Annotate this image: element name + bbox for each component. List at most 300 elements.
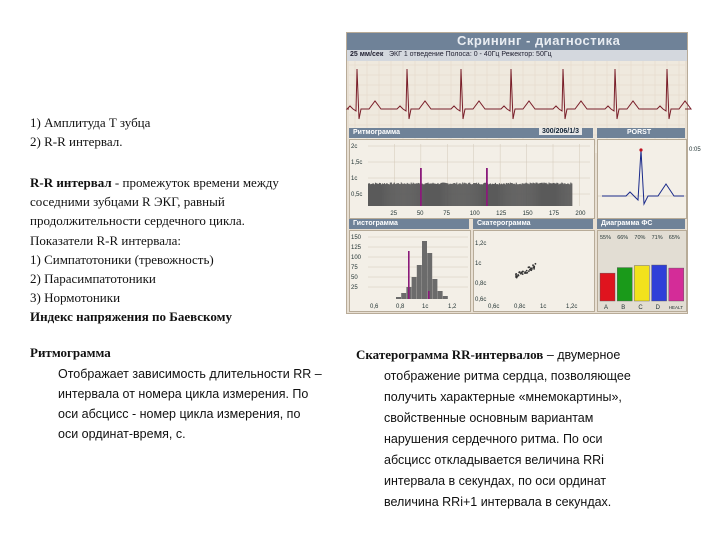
- rhythm-bar: [450, 184, 451, 206]
- rr-type-1: 1) Симпатотоники (тревожность): [30, 252, 214, 267]
- rhythm-bar: [387, 183, 388, 206]
- rhythm-bar: [385, 184, 386, 206]
- rhythm-bar: [407, 183, 408, 206]
- scattergram-desc-7: величина RRi+1 интервала в секундах.: [384, 495, 612, 509]
- rhythm-x-tick: 175: [549, 211, 560, 217]
- app-titlebar: [347, 33, 687, 50]
- scatter-point: [522, 273, 524, 275]
- scatter-y-tick: 0,8с: [475, 281, 487, 287]
- rhythm-bar: [438, 184, 439, 206]
- rhythm-bar: [482, 184, 483, 206]
- rhythm-bar: [541, 183, 542, 206]
- porst-header: [597, 128, 685, 138]
- hist-marker: [428, 291, 430, 299]
- rhythm-bar: [555, 184, 556, 206]
- hist-x-tick: 0,8: [396, 304, 405, 310]
- rhythm-bar: [443, 183, 444, 206]
- rhythm-bar: [479, 184, 480, 206]
- hist-x-tick: 1с: [422, 304, 429, 310]
- scatter-point: [517, 274, 519, 276]
- rhythm-bar: [539, 183, 540, 206]
- rhythm-bar: [515, 184, 516, 206]
- rhythm-bar: [388, 184, 389, 206]
- hist-bar: [412, 277, 417, 299]
- rhythm-bar: [440, 183, 441, 206]
- rhythm-bar: [524, 184, 525, 206]
- rhythm-bar: [551, 184, 552, 206]
- scatter-point: [531, 268, 533, 270]
- fs-bar: [669, 268, 684, 301]
- rr-definition-line2: соседними зубцами R ЭКГ, равный: [30, 194, 225, 209]
- rhythm-bar: [548, 183, 549, 206]
- rhythm-bar: [393, 184, 394, 206]
- rhythm-bar: [534, 183, 535, 206]
- rhythmogram-desc-4: оси ординат-время, с.: [58, 427, 186, 441]
- rhythm-bar: [453, 183, 454, 206]
- hist-y-tick: 125: [351, 245, 362, 251]
- rhythm-bar: [376, 183, 377, 206]
- rhythm-bar: [558, 184, 559, 206]
- rhythm-bar: [484, 183, 485, 206]
- rhythm-bar: [382, 183, 383, 206]
- rhythm-x-tick: 25: [390, 211, 398, 217]
- rhythm-bar: [461, 184, 462, 206]
- rhythm-bar: [386, 183, 387, 206]
- rhythm-bar: [537, 183, 538, 206]
- diagram-fs-header: [597, 219, 685, 229]
- scatter-point: [529, 269, 531, 271]
- rhythm-bar: [405, 184, 406, 206]
- rhythm-bar: [518, 184, 519, 206]
- rhythm-bar: [516, 183, 517, 206]
- scatter-point: [526, 270, 528, 272]
- rhythmogram-label: Ритмограмма: [353, 129, 401, 136]
- rhythm-bar: [523, 184, 524, 206]
- rhythm-bar: [434, 184, 435, 206]
- rhythm-x-tick: 200: [575, 211, 586, 217]
- rr-term: R-R интервал: [30, 175, 112, 190]
- rhythm-x-tick: 125: [496, 211, 507, 217]
- rhythm-bar: [560, 184, 561, 206]
- rhythm-bar: [432, 183, 433, 206]
- rhythm-bar: [442, 183, 443, 206]
- scatter-x-tick: 0,6с: [488, 304, 500, 310]
- rhythm-bar: [533, 183, 534, 206]
- ecg-info-bar: [347, 50, 687, 61]
- screening-app-window: [346, 32, 701, 314]
- rhythmogram-counter: 300/206/1/3: [539, 128, 582, 135]
- rhythm-bar: [447, 183, 448, 206]
- rhythm-bar: [444, 183, 445, 206]
- rhythm-bar: [492, 184, 493, 206]
- rhythm-bar: [562, 183, 563, 206]
- rhythm-bar: [441, 183, 442, 206]
- rhythm-bar: [459, 183, 460, 206]
- rhythm-bar: [513, 184, 514, 206]
- rhythm-bar: [470, 184, 471, 206]
- rhythm-bar: [467, 184, 468, 206]
- scatter-point: [515, 273, 517, 275]
- rhythm-bar: [446, 183, 447, 206]
- rhythm-bar: [493, 184, 494, 206]
- fs-percent: 65%: [668, 235, 680, 241]
- rhythm-bar: [466, 183, 467, 206]
- rhythm-bar: [522, 183, 523, 206]
- rhythm-bar: [550, 183, 551, 206]
- rhythm-bar: [451, 184, 452, 206]
- rhythm-bar: [495, 183, 496, 206]
- list-item-amplitude: 1) Амплитуда T зубца: [30, 115, 151, 130]
- rhythm-bar: [547, 184, 548, 206]
- rhythm-bar: [468, 183, 469, 206]
- rhythm-x-tick: 50: [416, 211, 424, 217]
- rhythm-bar: [368, 183, 369, 206]
- rhythm-bar: [546, 184, 547, 206]
- rhythm-bar: [398, 183, 399, 206]
- rhythm-bar: [535, 184, 536, 206]
- rhythm-bar: [439, 184, 440, 206]
- scatter-y-tick: 1,2с: [475, 241, 487, 247]
- rhythm-bar: [462, 182, 463, 206]
- rhythmogram-desc-3: оси абсцисс - номер цикла измерения, по: [58, 407, 301, 421]
- rhythm-bar: [460, 184, 461, 206]
- rhythm-bar: [568, 184, 569, 206]
- rhythm-bar: [410, 184, 411, 206]
- rhythm-bar: [371, 184, 372, 206]
- rhythm-bar: [519, 184, 520, 206]
- rhythm-bar: [456, 183, 457, 206]
- rhythm-bar: [511, 183, 512, 206]
- list-item-rr: 2) R-R интервал.: [30, 134, 123, 149]
- rhythm-bar: [436, 184, 437, 206]
- rhythm-bar: [390, 183, 391, 206]
- fs-percent: 70%: [634, 235, 646, 241]
- rhythm-bar: [545, 183, 546, 206]
- rhythm-bar: [503, 183, 504, 206]
- rhythm-bar: [491, 184, 492, 206]
- scattergram-label: Скатерограмма: [477, 220, 531, 227]
- rhythm-bar: [401, 183, 402, 206]
- rhythm-bar: [465, 183, 466, 206]
- rhythm-bar: [499, 183, 500, 206]
- hist-y-tick: 25: [351, 285, 358, 291]
- scatter-y-tick: 0,6с: [475, 297, 487, 303]
- rhythm-bar: [552, 183, 553, 206]
- rhythm-bar: [414, 183, 415, 206]
- porst-label: PORST: [627, 129, 652, 136]
- rhythm-bar: [498, 184, 499, 206]
- rhythm-bar: [529, 184, 530, 206]
- rhythm-bar: [419, 183, 420, 206]
- rhythm-bar: [531, 183, 532, 206]
- rr-definition-line4: Показатели R-R интервала:: [30, 233, 181, 248]
- hist-bar: [422, 241, 427, 299]
- rhythm-bar: [536, 183, 537, 206]
- rhythm-bar: [527, 183, 528, 206]
- scatter-point: [524, 272, 526, 274]
- rhythmogram-desc-2: интервала от номера цикла измерения. По: [58, 387, 309, 401]
- rhythm-bar: [412, 184, 413, 206]
- hist-bar: [438, 291, 443, 299]
- rhythm-y-tick: 1с: [351, 176, 358, 182]
- scattergram-desc-6: интервала в секундах, по оси ординат: [384, 474, 607, 488]
- rhythm-bar: [569, 184, 570, 206]
- rr-definition-line3: продолжительности сердечного цикла.: [30, 213, 245, 228]
- fs-letter: D: [655, 305, 660, 311]
- rhythm-marker: [486, 168, 488, 206]
- scatter-point: [520, 273, 522, 275]
- rhythm-bar: [478, 183, 479, 206]
- scatter-point: [528, 266, 530, 268]
- rhythm-bar: [540, 183, 541, 206]
- scatter-point: [532, 266, 534, 268]
- rhythm-bar: [509, 184, 510, 206]
- rhythm-bar: [532, 183, 533, 206]
- histogram-plot: [349, 230, 471, 312]
- rhythm-bar: [475, 183, 476, 206]
- rhythm-bar: [497, 184, 498, 206]
- rhythm-bar: [488, 184, 489, 206]
- ecg-info: ЭКГ 1 отведение Полоса: 0 - 40Гц Режектор: 50Гц: [389, 51, 552, 58]
- rhythm-bar: [378, 184, 379, 206]
- scattergram-desc-3: свойственные основным вариантам: [384, 411, 594, 425]
- fs-bar: [617, 268, 632, 301]
- hist-x-tick: 1,2: [448, 304, 457, 310]
- rhythm-bar: [404, 183, 405, 206]
- rhythm-bar: [381, 184, 382, 206]
- ecg-speed[interactable]: 25 мм/сек: [350, 51, 384, 58]
- scatter-point: [518, 272, 520, 274]
- rhythm-bar: [435, 184, 436, 206]
- rhythm-bar: [489, 184, 490, 206]
- scattergram-desc-2: получить характерные «мнемокартины»,: [384, 390, 622, 404]
- rhythm-bar: [406, 184, 407, 206]
- rhythm-bar: [370, 184, 371, 206]
- rhythm-bar: [561, 182, 562, 206]
- rhythm-bar: [485, 183, 486, 206]
- fs-letter: HEALT: [668, 305, 683, 310]
- hist-bar: [396, 297, 401, 299]
- porst-plot: [597, 139, 687, 219]
- rhythm-bar: [490, 183, 491, 206]
- diagram-fs-label: Диаграмма ФС: [601, 220, 653, 227]
- ecg-time-tick: 0:05: [689, 147, 701, 153]
- rhythm-bar: [480, 184, 481, 206]
- scatter-point: [532, 264, 534, 266]
- rhythm-bar: [501, 184, 502, 206]
- rhythm-bar: [567, 183, 568, 206]
- rhythm-bar: [543, 182, 544, 206]
- rhythm-bar: [457, 184, 458, 206]
- hist-y-tick: 50: [351, 275, 358, 281]
- rhythm-bar: [437, 183, 438, 206]
- hist-marker: [408, 251, 410, 299]
- rhythm-bar: [504, 184, 505, 206]
- rhythm-bar: [549, 183, 550, 206]
- hist-bar: [401, 293, 406, 299]
- rhythm-bar: [452, 184, 453, 206]
- scattergram-desc-5: абсцисс откладывается величина RRi: [384, 453, 604, 467]
- rhythmogram-header: [349, 128, 593, 138]
- rhythm-bar: [557, 183, 558, 206]
- porst-r-marker: [639, 148, 642, 151]
- rhythm-bar: [494, 184, 495, 206]
- rhythm-bar: [570, 183, 571, 206]
- fs-percent: 55%: [600, 235, 612, 241]
- hist-bar: [443, 296, 448, 299]
- rhythm-bar: [411, 183, 412, 206]
- rhythm-bar: [449, 184, 450, 206]
- hist-bar: [427, 253, 432, 299]
- scatter-x-tick: 0,8с: [514, 304, 526, 310]
- scattergram-header: [473, 219, 593, 229]
- fs-bar: [652, 265, 667, 301]
- rhythm-bar: [526, 183, 527, 206]
- scatter-point: [516, 276, 518, 278]
- rhythm-bar: [542, 183, 543, 206]
- scattergram-term: Скатерограмма RR-интервалов: [356, 347, 544, 362]
- scatter-x-tick: 1,2с: [566, 304, 578, 310]
- rhythm-bar: [521, 184, 522, 206]
- rhythm-bar: [428, 184, 429, 206]
- rhythm-x-tick: 75: [443, 211, 450, 217]
- rhythm-y-tick: 1,5с: [351, 160, 363, 166]
- rhythm-bar: [554, 183, 555, 206]
- rhythm-bar: [417, 184, 418, 206]
- rhythm-bar: [426, 183, 427, 206]
- rr-type-3: 3) Нормотоники: [30, 290, 121, 305]
- rhythm-bar: [496, 184, 497, 206]
- rhythm-bar: [384, 183, 385, 206]
- rhythm-bar: [471, 184, 472, 206]
- rhythmogram-plot: [349, 139, 595, 219]
- rhythm-bar: [476, 183, 477, 206]
- histogram-label: Гистограмма: [353, 220, 398, 227]
- rr-type-2: 2) Парасимпатотоники: [30, 271, 156, 286]
- scattergram-heading: [356, 346, 620, 364]
- rhythm-bar: [507, 184, 508, 206]
- rhythm-bar: [448, 184, 449, 206]
- rhythm-bar: [429, 184, 430, 206]
- rhythm-bar: [458, 184, 459, 206]
- fs-percent: 71%: [651, 235, 663, 241]
- rhythm-bar: [517, 184, 518, 206]
- rhythm-bar: [377, 184, 378, 206]
- rhythm-bar: [372, 184, 373, 206]
- rhythm-bar: [464, 183, 465, 206]
- rhythm-bar: [392, 184, 393, 206]
- rhythm-bar: [566, 184, 567, 206]
- app-title: Скрининг - диагностика: [457, 33, 621, 48]
- rhythm-bar: [369, 183, 370, 206]
- rhythm-bar: [472, 184, 473, 206]
- rhythm-bar: [375, 183, 376, 206]
- fs-bar: [600, 273, 615, 301]
- rhythm-bar: [403, 184, 404, 206]
- rhythm-x-tick: 100: [469, 211, 480, 217]
- rhythm-bar: [399, 184, 400, 206]
- scatter-point: [528, 270, 530, 272]
- rhythm-bar: [481, 184, 482, 206]
- rhythm-bar: [433, 184, 434, 206]
- rhythm-bar: [391, 183, 392, 206]
- rhythm-bar: [528, 184, 529, 206]
- hist-y-tick: 75: [351, 265, 358, 271]
- rhythm-bar: [408, 184, 409, 206]
- hist-y-tick: 100: [351, 255, 362, 261]
- rhythmogram-desc-1: Отображает зависимость длительности RR –: [58, 367, 322, 381]
- rhythm-bar: [506, 183, 507, 206]
- rhythm-bar: [424, 184, 425, 206]
- rhythm-bar: [463, 184, 464, 206]
- rhythm-bar: [379, 183, 380, 206]
- rhythm-bar: [508, 183, 509, 206]
- rhythm-bar: [416, 183, 417, 206]
- rhythm-bar: [425, 184, 426, 206]
- rhythm-bar: [520, 184, 521, 206]
- rhythm-bar: [413, 183, 414, 206]
- rhythm-bar: [397, 183, 398, 206]
- rhythm-y-tick: 2с: [351, 144, 358, 150]
- rhythm-bar: [563, 184, 564, 206]
- ecg-trace: [347, 69, 691, 119]
- rhythm-bar: [510, 183, 511, 206]
- rhythm-bar: [383, 184, 384, 206]
- rhythm-bar: [426, 183, 427, 206]
- rhythmogram-heading: Ритмограмма: [30, 345, 111, 360]
- scattergram-desc-4: нарушения сердечного ритма. По оси: [384, 432, 603, 446]
- fs-letter: B: [621, 305, 626, 311]
- rr-term-rest: - промежуток времени между: [111, 175, 279, 190]
- hist-bar: [432, 279, 437, 299]
- scattergram-desc-1: отображение ритма сердца, позволяющее: [384, 369, 631, 383]
- rhythm-bar: [469, 183, 470, 206]
- scatter-y-tick: 1с: [475, 261, 482, 267]
- rhythm-bar: [502, 184, 503, 206]
- rhythm-y-tick: 0,5с: [351, 192, 363, 198]
- rhythm-bar: [483, 183, 484, 206]
- hist-x-tick: 0,6: [370, 304, 379, 310]
- histogram-header: [349, 219, 469, 229]
- rhythm-bar: [565, 184, 566, 206]
- scatter-point: [535, 263, 537, 265]
- scattergram-plot: [473, 230, 595, 312]
- rhythm-bar: [505, 184, 506, 206]
- rhythm-marker: [420, 168, 422, 206]
- rhythm-bar: [553, 183, 554, 206]
- rhythm-bar: [415, 184, 416, 206]
- fs-letter: C: [638, 305, 643, 311]
- rhythm-bar: [538, 184, 539, 206]
- rhythm-bar: [514, 184, 515, 206]
- rhythm-bar: [525, 183, 526, 206]
- rhythm-bar: [571, 183, 572, 206]
- rhythm-bar: [396, 184, 397, 206]
- fs-percent: 66%: [617, 235, 629, 241]
- rhythm-bar: [500, 184, 501, 206]
- rhythm-bar: [389, 184, 390, 206]
- rhythm-bar: [400, 184, 401, 206]
- rhythm-bar: [542, 183, 543, 206]
- rhythm-bar: [395, 184, 396, 206]
- rhythm-bar: [530, 183, 531, 206]
- rhythm-bar: [454, 183, 455, 206]
- rhythm-bar: [394, 183, 395, 206]
- rhythm-bar: [423, 184, 424, 206]
- fs-bar: [634, 266, 649, 301]
- scattergram-term-rest: – двумерное: [543, 348, 621, 362]
- rhythm-bar: [380, 183, 381, 206]
